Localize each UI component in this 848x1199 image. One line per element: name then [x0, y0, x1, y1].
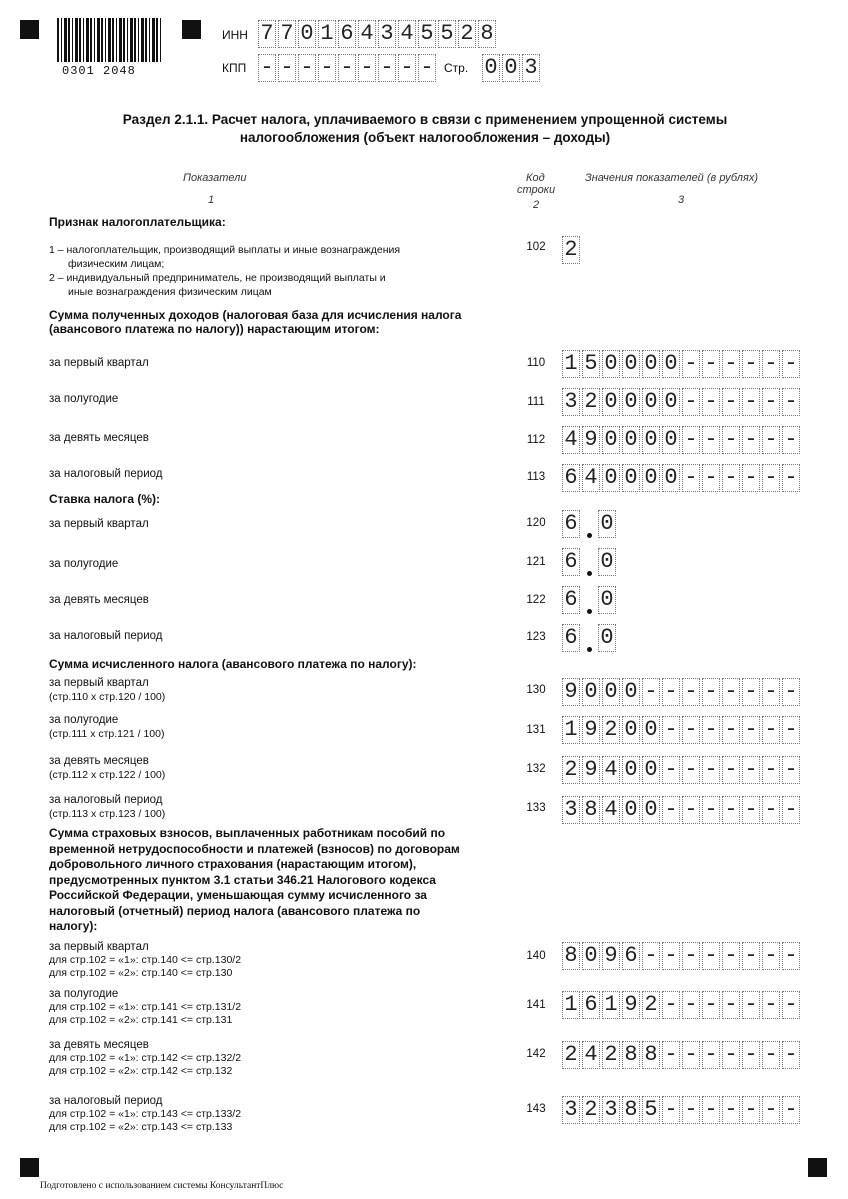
digit-cell: 9	[582, 716, 600, 744]
income-heading-line1: Сумма полученных доходов (налоговая база для исчисления налога	[49, 308, 462, 322]
digit-cell: -	[722, 426, 740, 454]
tax-row-title: за девять месяцев	[49, 755, 149, 767]
digit-cell: 2	[562, 236, 580, 264]
digit-cell: 4	[562, 426, 580, 454]
income-row-value	[562, 464, 802, 492]
code-122: 122	[526, 594, 546, 606]
footer-note: Подготовлено с использованием системы КонсультантПлюс	[40, 1181, 284, 1191]
digit-cell: -	[742, 1096, 760, 1124]
decimal-point	[587, 609, 592, 614]
digit-cell: 0	[298, 20, 316, 48]
digit-cell: 0	[662, 426, 680, 454]
digit-cell: 7	[278, 20, 296, 48]
code-142: 142	[526, 1048, 546, 1060]
digit-cell: 0	[582, 942, 600, 970]
section-title-line2: налогообложения (объект налогообложения – доходы)	[239, 130, 611, 145]
digit-cell: -	[702, 756, 720, 784]
digit-cell: 1	[562, 716, 580, 744]
digit-cell: 5	[438, 20, 456, 48]
digit-cell: 0	[622, 796, 640, 824]
column-header-indicators-num: 1	[208, 194, 215, 206]
column-header-code-num: 2	[533, 199, 540, 211]
digit-cell: 3	[378, 20, 396, 48]
insurance-row-value	[562, 1096, 802, 1124]
income-row-value	[562, 350, 802, 378]
digit-cell: 0	[622, 678, 640, 706]
code-143: 143	[526, 1103, 546, 1115]
column-header-values: Значения показателей (в рублях)	[585, 172, 759, 184]
digit-cell: -	[682, 388, 700, 416]
digit-cell: -	[742, 426, 760, 454]
payer-sign-option1	[49, 243, 400, 299]
income-row-label: за полугодие	[49, 393, 119, 405]
payer-sign-heading: Признак налогоплательщика:	[49, 215, 226, 229]
digit-cell: -	[642, 678, 660, 706]
income-row-value	[562, 388, 802, 416]
digit-cell: 8	[478, 20, 496, 48]
digit-cell: 4	[582, 464, 600, 492]
barcode	[57, 18, 161, 62]
digit-cell: -	[682, 942, 700, 970]
digit-cell: -	[762, 942, 780, 970]
digit-cell: 5	[642, 1096, 660, 1124]
digit-cell: -	[702, 991, 720, 1019]
digit-cell: 0	[622, 716, 640, 744]
column-header-code-line2: строки	[517, 184, 556, 196]
digit-cell: 0	[642, 796, 660, 824]
insurance-row-title: за полугодие	[49, 988, 119, 1000]
code-112: 112	[526, 434, 546, 446]
income-row-label: за налоговый период	[49, 468, 163, 480]
tax-row-value	[562, 678, 802, 706]
digit-cell: 1	[562, 991, 580, 1019]
digit-cell: -	[782, 991, 800, 1019]
digit-cell: -	[742, 388, 760, 416]
digit-cell: -	[742, 796, 760, 824]
digit-cell: -	[702, 1096, 720, 1124]
digit-cell: 9	[622, 991, 640, 1019]
digit-cell: 0	[622, 756, 640, 784]
digit-cell: 2	[562, 1041, 580, 1069]
digit-cell: -	[702, 942, 720, 970]
digit-cell: -	[702, 464, 720, 492]
digit-cell: -	[662, 796, 680, 824]
payer-sign-option2-line2: иные вознаграждения физическим лицам	[68, 286, 272, 298]
digit-cell: -	[702, 388, 720, 416]
digit-cell: -	[782, 464, 800, 492]
insurance-heading-line: налоговый (отчетный) период налога (авансового платежа по	[49, 903, 421, 918]
code-111: 111	[527, 396, 545, 408]
corner-marker-top-left	[20, 20, 39, 39]
digit-cell: 4	[582, 1041, 600, 1069]
rate-row-label: за девять месяцев	[49, 594, 149, 606]
digit-cell: 4	[398, 20, 416, 48]
tax-row-formula: (стр.112 х стр.122 / 100)	[49, 769, 166, 781]
digit-cell: -	[662, 1041, 680, 1069]
digit-cell: -	[742, 678, 760, 706]
digit-cell: -	[762, 756, 780, 784]
digit-cell: 9	[582, 756, 600, 784]
insurance-row-label	[49, 1038, 241, 1078]
digit-cell: 0	[602, 350, 620, 378]
rate-frac-cell: 0	[598, 586, 616, 614]
digit-cell: -	[662, 678, 680, 706]
insurance-heading-line: Сумма страховых взносов, выплаченных работникам пособий по	[49, 826, 446, 840]
digit-cell: 0	[662, 464, 680, 492]
payer-sign-value	[562, 236, 582, 264]
digit-cell: 9	[562, 678, 580, 706]
digit-cell: 3	[562, 1096, 580, 1124]
code-120: 120	[526, 517, 546, 529]
tax-row-formula: (стр.113 х стр.123 / 100)	[49, 808, 166, 820]
rate-heading: Ставка налога (%):	[49, 492, 160, 506]
code-110: 110	[526, 357, 546, 369]
digit-cell: -	[722, 796, 740, 824]
digit-cell: -	[318, 54, 336, 82]
digit-cell: 1	[318, 20, 336, 48]
insurance-row-cond2: для стр.102 = «2»: стр.140 <= стр.130	[49, 967, 233, 979]
rate-int-cell: 6	[562, 586, 580, 614]
digit-cell: 9	[602, 942, 620, 970]
digit-cell: 8	[562, 942, 580, 970]
digit-cell: 0	[482, 54, 500, 82]
decimal-point	[587, 647, 592, 652]
digit-cell: -	[722, 464, 740, 492]
digit-cell: 0	[642, 350, 660, 378]
digit-cell: 0	[642, 426, 660, 454]
digit-cell: -	[662, 991, 680, 1019]
digit-cell: 2	[602, 716, 620, 744]
digit-cell: -	[742, 1041, 760, 1069]
digit-cell: 1	[562, 350, 580, 378]
digit-cell: -	[722, 991, 740, 1019]
digit-cell: 0	[662, 350, 680, 378]
insurance-heading-line: предусмотренных пунктом 3.1 статьи 346.21 Налогового кодекса	[49, 872, 436, 887]
digit-cell: -	[662, 1096, 680, 1124]
digit-cell: 0	[622, 350, 640, 378]
insurance-row-title: за девять месяцев	[49, 1039, 149, 1051]
digit-cell: -	[298, 54, 316, 82]
digit-cell: -	[662, 716, 680, 744]
code-130: 130	[526, 684, 546, 696]
digit-cell: 2	[582, 388, 600, 416]
rate-int-cell: 6	[562, 510, 580, 538]
tax-row-value	[562, 796, 802, 824]
tax-row-title: за полугодие	[49, 714, 119, 726]
digit-cell: -	[682, 464, 700, 492]
digit-cell: -	[278, 54, 296, 82]
digit-cell: -	[782, 350, 800, 378]
digit-cell: -	[358, 54, 376, 82]
rate-int-cell: 6	[562, 624, 580, 652]
digit-cell: 3	[522, 54, 540, 82]
digit-cell: -	[782, 388, 800, 416]
payer-sign-option2-line1: 2 – индивидуальный предприниматель, не производящий выплаты и	[49, 272, 386, 284]
digit-cell: 4	[602, 796, 620, 824]
digit-cell: -	[762, 796, 780, 824]
digit-cell: -	[682, 796, 700, 824]
insurance-row-label	[49, 987, 241, 1027]
digit-cell: 5	[418, 20, 436, 48]
barcode-number: 0301 2048	[62, 64, 136, 78]
inn-label: ИНН	[222, 28, 248, 42]
digit-cell: -	[682, 1041, 700, 1069]
digit-cell: 8	[622, 1096, 640, 1124]
digit-cell: -	[762, 1096, 780, 1124]
digit-cell: 1	[602, 991, 620, 1019]
tax-row-value	[562, 756, 802, 784]
digit-cell: -	[762, 350, 780, 378]
digit-cell: -	[702, 678, 720, 706]
digit-cell: -	[682, 716, 700, 744]
digit-cell: 6	[338, 20, 356, 48]
digit-cell: -	[782, 1096, 800, 1124]
digit-cell: 8	[582, 796, 600, 824]
digit-cell: 0	[602, 426, 620, 454]
digit-cell: -	[722, 1096, 740, 1124]
digit-cell: -	[762, 716, 780, 744]
digit-cell: -	[742, 464, 760, 492]
insurance-row-cond1: для стр.102 = «1»: стр.140 <= стр.130/2	[49, 954, 242, 966]
rate-row-label: за налоговый период	[49, 630, 163, 642]
digit-cell: 8	[622, 1041, 640, 1069]
digit-cell: -	[782, 756, 800, 784]
tax-row-label	[49, 754, 165, 782]
tax-row-formula: (стр.111 х стр.121 / 100)	[49, 728, 165, 740]
digit-cell: -	[702, 796, 720, 824]
insurance-heading-line: Российской Федерации, уменьшающая сумму исчисленного за	[49, 888, 427, 902]
decimal-point	[587, 533, 592, 538]
insurance-row-title: за первый квартал	[49, 941, 149, 953]
digit-cell: -	[742, 756, 760, 784]
insurance-row-title: за налоговый период	[49, 1095, 163, 1107]
digit-cell: -	[762, 1041, 780, 1069]
digit-cell: -	[722, 756, 740, 784]
digit-cell: -	[782, 716, 800, 744]
decimal-point	[587, 571, 592, 576]
digit-cell: -	[702, 426, 720, 454]
digit-cell: 0	[502, 54, 520, 82]
digit-cell: 0	[642, 756, 660, 784]
digit-cell: 0	[642, 464, 660, 492]
digit-cell: 0	[622, 464, 640, 492]
digit-cell: 6	[562, 464, 580, 492]
digit-cell: -	[702, 1041, 720, 1069]
tax-row-label	[49, 713, 164, 741]
code-131: 131	[526, 724, 546, 736]
digit-cell: -	[418, 54, 436, 82]
insurance-row-label	[49, 1094, 241, 1134]
page-label: Стр.	[444, 61, 469, 75]
digit-cell: -	[722, 1041, 740, 1069]
rate-frac-cell: 0	[598, 624, 616, 652]
income-heading	[49, 308, 461, 336]
digit-cell: -	[258, 54, 276, 82]
digit-cell: 2	[458, 20, 476, 48]
digit-cell: -	[782, 678, 800, 706]
digit-cell: -	[762, 678, 780, 706]
digit-cell: -	[762, 464, 780, 492]
digit-cell: -	[702, 350, 720, 378]
insurance-row-value	[562, 942, 802, 970]
section-title-line1: Раздел 2.1.1. Расчет налога, уплачиваемого в связи с применением упрощенной системы	[122, 112, 728, 127]
digit-cell: -	[742, 991, 760, 1019]
digit-cell: -	[682, 350, 700, 378]
insurance-heading-line: временной нетрудоспособности и платежей (взносов) по договорам	[49, 841, 460, 856]
digit-cell: -	[762, 991, 780, 1019]
digit-cell: 6	[622, 942, 640, 970]
rate-frac-cell: 0	[598, 510, 616, 538]
payer-sign-option1-line2: физическим лицам;	[68, 258, 165, 270]
digit-cell: 0	[602, 678, 620, 706]
tax-row-title: за налоговый период	[49, 794, 163, 806]
digit-cell: 0	[622, 388, 640, 416]
column-header-code-line1: Код	[526, 172, 545, 184]
digit-cell: -	[682, 991, 700, 1019]
digit-cell: 2	[582, 1096, 600, 1124]
digit-cell: -	[742, 716, 760, 744]
page-number-field	[482, 54, 542, 82]
code-141: 141	[526, 999, 546, 1011]
digit-cell: 3	[602, 1096, 620, 1124]
insurance-row-cond1: для стр.102 = «1»: стр.141 <= стр.131/2	[49, 1001, 242, 1013]
payer-sign-option1-line1: 1 – налогоплательщик, производящий выплаты и иные вознаграждения	[49, 244, 401, 256]
digit-cell: -	[782, 426, 800, 454]
insurance-row-cond1: для стр.102 = «1»: стр.142 <= стр.132/2	[49, 1052, 242, 1064]
digit-cell: 5	[582, 350, 600, 378]
digit-cell: 2	[642, 991, 660, 1019]
income-row-value	[562, 426, 802, 454]
tax-row-label	[49, 676, 165, 704]
digit-cell: 7	[258, 20, 276, 48]
income-heading-line2: (авансового платежа по налогу)) нарастающим итогом:	[49, 322, 380, 336]
digit-cell: 4	[602, 756, 620, 784]
corner-marker-bottom-right	[808, 1158, 827, 1177]
income-row-label: за девять месяцев	[49, 432, 149, 444]
digit-cell: -	[682, 426, 700, 454]
tax-row-label	[49, 793, 165, 821]
digit-cell: -	[398, 54, 416, 82]
digit-cell: 6	[582, 991, 600, 1019]
digit-cell: -	[722, 678, 740, 706]
section-title	[60, 111, 790, 147]
digit-cell: 0	[602, 464, 620, 492]
code-102: 102	[526, 241, 546, 253]
kpp-label: КПП	[222, 61, 247, 75]
digit-cell: 2	[562, 756, 580, 784]
rate-row-label: за полугодие	[49, 558, 119, 570]
digit-cell: -	[762, 426, 780, 454]
digit-cell: -	[662, 942, 680, 970]
code-140: 140	[526, 950, 546, 962]
inn-field	[258, 20, 498, 48]
digit-cell: 2	[602, 1041, 620, 1069]
digit-cell: 0	[582, 678, 600, 706]
income-row-label: за первый квартал	[49, 357, 149, 369]
insurance-row-cond2: для стр.102 = «2»: стр.143 <= стр.133	[49, 1121, 233, 1133]
digit-cell: -	[782, 1041, 800, 1069]
digit-cell: 0	[622, 426, 640, 454]
tax-row-formula: (стр.110 х стр.120 / 100)	[49, 691, 166, 703]
digit-cell: -	[742, 942, 760, 970]
digit-cell: -	[722, 716, 740, 744]
digit-cell: -	[702, 716, 720, 744]
code-132: 132	[526, 763, 546, 775]
insurance-row-cond1: для стр.102 = «1»: стр.143 <= стр.133/2	[49, 1108, 242, 1120]
digit-cell: -	[682, 1096, 700, 1124]
digit-cell: 0	[642, 716, 660, 744]
code-133: 133	[526, 802, 546, 814]
insurance-heading	[49, 826, 502, 935]
insurance-row-cond2: для стр.102 = «2»: стр.142 <= стр.132	[49, 1065, 233, 1077]
digit-cell: -	[662, 756, 680, 784]
code-113: 113	[526, 471, 546, 483]
code-123: 123	[526, 631, 546, 643]
digit-cell: 0	[602, 388, 620, 416]
rate-frac-cell: 0	[598, 548, 616, 576]
digit-cell: 3	[562, 388, 580, 416]
digit-cell: -	[682, 678, 700, 706]
digit-cell: 0	[662, 388, 680, 416]
tax-row-value	[562, 716, 802, 744]
digit-cell: -	[642, 942, 660, 970]
column-header-values-num: 3	[678, 194, 685, 206]
digit-cell: -	[782, 942, 800, 970]
digit-cell: -	[722, 388, 740, 416]
rate-int-cell: 6	[562, 548, 580, 576]
digit-cell: -	[782, 796, 800, 824]
digit-cell: -	[682, 756, 700, 784]
insurance-row-cond2: для стр.102 = «2»: стр.141 <= стр.131	[49, 1014, 233, 1026]
column-header-indicators: Показатели	[183, 172, 247, 184]
corner-marker-bottom-left	[20, 1158, 39, 1177]
tax-heading: Сумма исчисленного налога (авансового платежа по налогу):	[49, 657, 417, 671]
rate-row-label: за первый квартал	[49, 518, 149, 530]
tax-row-title: за первый квартал	[49, 677, 149, 689]
insurance-row-value	[562, 991, 802, 1019]
digit-cell: -	[762, 388, 780, 416]
digit-cell: 4	[358, 20, 376, 48]
code-121: 121	[526, 556, 546, 568]
insurance-row-value	[562, 1041, 802, 1069]
kpp-field	[258, 54, 438, 82]
insurance-row-label	[49, 940, 241, 980]
corner-marker-top-right	[182, 20, 201, 39]
insurance-heading-line: налогу):	[49, 919, 98, 933]
insurance-heading-line: добровольного личного страхования (нарастающим итогом),	[49, 857, 417, 871]
digit-cell: -	[722, 942, 740, 970]
digit-cell: -	[378, 54, 396, 82]
digit-cell: 3	[562, 796, 580, 824]
digit-cell: 0	[642, 388, 660, 416]
digit-cell: -	[722, 350, 740, 378]
digit-cell: -	[338, 54, 356, 82]
digit-cell: 8	[642, 1041, 660, 1069]
digit-cell: -	[742, 350, 760, 378]
digit-cell: 9	[582, 426, 600, 454]
